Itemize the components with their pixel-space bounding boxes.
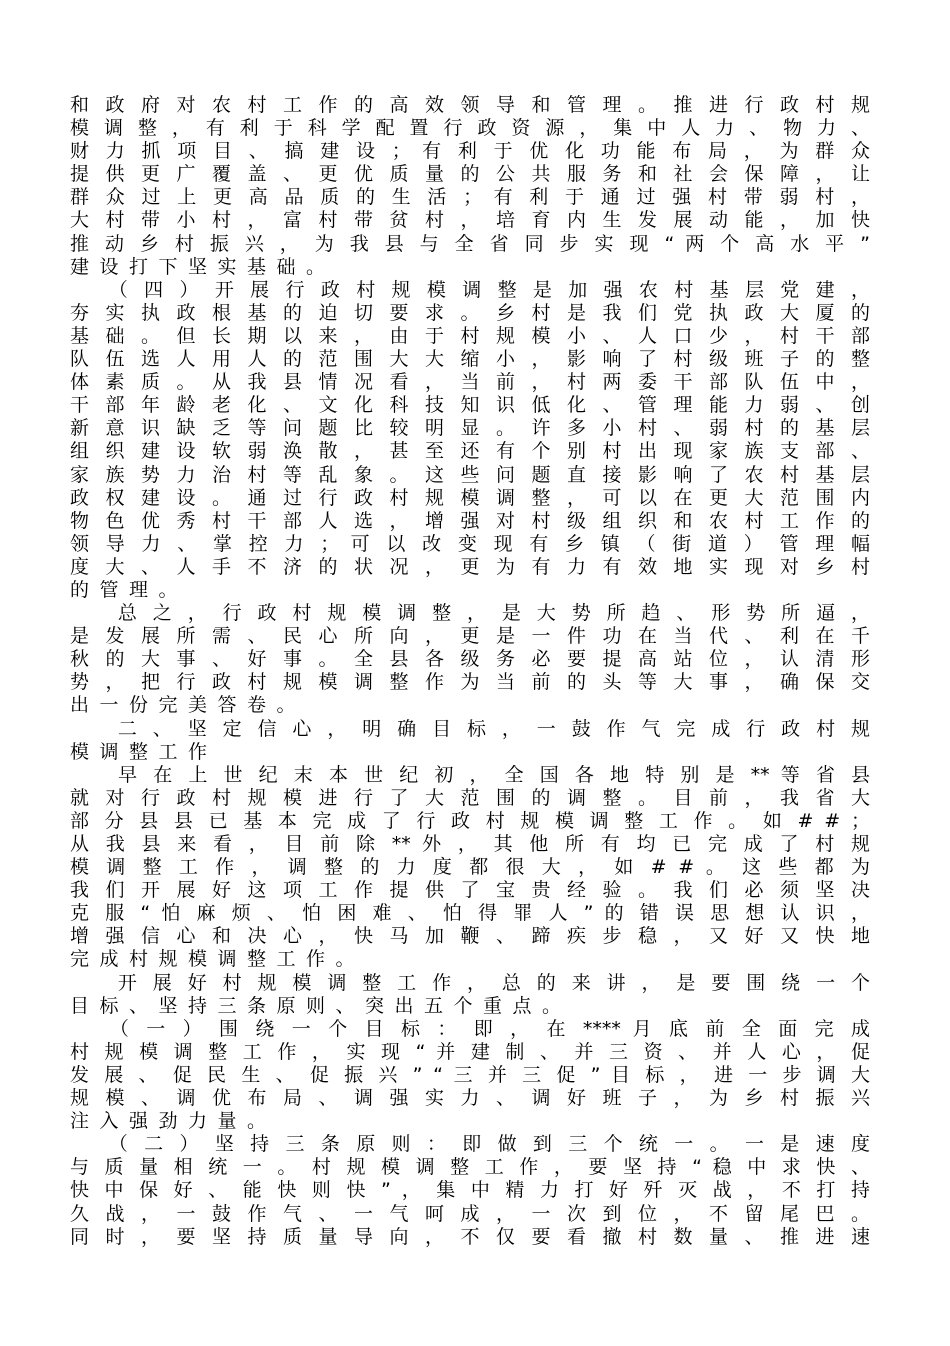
text-line: 推 动 乡 村 振 兴 ， 为 我 县 与 全 省 同 步 实 现 “ 两 个 高 水 平 ” [70, 232, 870, 255]
text-line: 总 之 ， 行 政 村 规 模 调 整 ， 是 大 势 所 趋 、 形 势 所 逼 ， [70, 602, 870, 625]
text-line: 从 我 县 来 看 ， 目 前 除 ** 外 ， 其 他 所 有 均 已 完 成 了 村 规 [70, 833, 870, 855]
text-line: 建设打下坚实基础。 [70, 255, 336, 278]
text-line: 克 服 “ 怕 麻 烦 、 怕 困 难 、 怕 得 罪 人 ” 的 错 误 思 想 认 识 ， [70, 902, 870, 925]
text-line: 的管理。 [70, 578, 189, 601]
text-line: 势 ， 把 行 政 村 规 模 调 整 作 为 当 前 的 头 等 大 事 ， 确 保 交 [70, 671, 870, 694]
text-line: 久 战 ， 一 鼓 作 气 、 一 气 呵 成 ， 一 次 到 位 ， 不 留 尾 巴 。 [70, 1202, 870, 1225]
text-line: 开 展 好 村 规 模 调 整 工 作 ， 总 的 来 讲 ， 是 要 围 绕 一 个 [70, 971, 870, 994]
text-line: 基 础 。 但 长 期 以 来 ， 由 于 村 规 模 小 、 人 口 少 ， 村 干 部 [70, 324, 870, 347]
text-line: 财 力 抓 项 目 、 搞 建 设 ； 有 利 于 优 化 功 能 布 局 ， 为 群 众 [70, 140, 870, 163]
text-line: 快 中 保 好 、 能 快 则 快 ” ， 集 中 精 力 打 好 歼 灭 战 ， 不 打 持 [70, 1179, 870, 1202]
text-line: 增 强 信 心 和 决 心 ， 快 马 加 鞭 、 蹄 疾 步 稳 ， 又 好 又 快 地 [70, 925, 870, 948]
text-line: 早 在 上 世 纪 末 本 世 纪 初 ， 全 国 各 地 特 别 是 ** 等 省 县 [70, 763, 870, 786]
text-line: 就 对 行 政 村 规 模 进 行 了 大 范 围 的 调 整 。 目 前 ， 我 省 大 [70, 786, 870, 809]
body-text [70, 94, 870, 1249]
text-line: 规 模 、 调 优 布 局 、 调 强 实 力 、 调 好 班 子 ， 为 乡 村 振 兴 [70, 1087, 870, 1110]
text-line: 大 村 带 小 村 ， 富 村 带 贫 村 ， 培 育 内 生 发 展 动 能 ， 加 快 [70, 209, 870, 232]
text-line: 发 展 、 促 民 生 、 促 振 兴 ” “ 三 并 三 促 ” 目 标 ， 进 一 步 调 大 [70, 1063, 870, 1086]
text-line: 和 政 府 对 农 村 工 作 的 高 效 领 导 和 管 理 。 推 进 行 政 村 规 [70, 94, 870, 116]
text-line: 部 分 县 县 已 基 本 完 成 了 行 政 村 规 模 调 整 工 作 。 如 # # ； [70, 809, 870, 832]
text-line: 队 伍 选 人 用 人 的 范 围 大 大 缩 小 ， 影 响 了 村 级 班 子 的 整 [70, 348, 870, 371]
text-line: 完成村规模调整工作。 [70, 948, 366, 971]
text-line: 领 导 力 、 掌 控 力 ； 可 以 改 变 现 有 乡 镇 （ 街 道 ） 管 理 幅 [70, 532, 870, 555]
text-line: 出一份完美答卷。 [70, 694, 307, 717]
text-line: （ 四 ） 开 展 行 政 村 规 模 调 整 是 加 强 农 村 基 层 党 建 ， [70, 278, 870, 301]
text-line: 政 权 建 设 。 通 过 行 政 村 规 模 调 整 ， 可 以 在 更 大 范 围 内 [70, 486, 870, 509]
text-line: 是 发 展 所 需 、 民 心 所 向 ， 更 是 一 件 功 在 当 代 、 利 在 千 [70, 625, 870, 648]
text-line: 二 、 坚 定 信 心 ， 明 确 目 标 ， 一 鼓 作 气 完 成 行 政 村 规 [70, 717, 870, 740]
text-line: 模 调 整 工 作 ， 调 整 的 力 度 都 很 大 ， 如 # # 。 这 些 都 为 [70, 856, 870, 879]
text-line: 物 色 优 秀 村 干 部 人 选 ， 增 强 对 村 级 组 织 和 农 村 工 作 的 [70, 509, 870, 532]
text-line: 秋 的 大 事 、 好 事 。 全 县 各 级 务 必 要 提 高 站 位 ， 认 清 形 [70, 648, 870, 671]
text-line: （ 二 ） 坚 持 三 条 原 则 ： 即 做 到 三 个 统 一 。 一 是 速 度 [70, 1133, 870, 1156]
text-line: 同 时 ， 要 坚 持 质 量 导 向 ， 不 仅 要 看 撤 村 数 量 、 推 进 速 [70, 1225, 870, 1248]
text-line: 目标、坚持三条原则、突出五个重点。 [70, 994, 572, 1017]
text-line: 家 族 势 力 治 村 等 乱 象 。 这 些 问 题 直 接 影 响 了 农 村 基 层 [70, 463, 870, 486]
text-line: 夯 实 执 政 根 基 的 迫 切 要 求 。 乡 村 是 我 们 党 执 政 大 厦 的 [70, 301, 870, 324]
text-line: 新 意 识 缺 乏 等 问 题 比 较 明 显 。 许 多 小 村 、 弱 村 的 基 层 [70, 417, 870, 440]
text-line: 村 规 模 调 整 工 作 ， 实 现 “ 并 建 制 、 并 三 资 、 并 人 心 ， 促 [70, 1040, 870, 1063]
text-line: 注入强劲力量。 [70, 1110, 277, 1133]
text-line: 提 供 更 广 覆 盖 、 更 优 质 量 的 公 共 服 务 和 社 会 保 障 ， 让 [70, 163, 870, 186]
text-line: 我 们 开 展 好 这 项 工 作 提 供 了 宝 贵 经 验 。 我 们 必 须 坚 决 [70, 879, 870, 902]
text-line: 模 调 整 ， 有 利 于 科 学 配 置 行 政 资 源 ， 集 中 人 力 、 物 力 、 [70, 117, 870, 140]
text-line: 组 织 建 设 软 弱 涣 散 ， 甚 至 还 有 个 别 村 出 现 家 族 支 部 、 [70, 440, 870, 463]
text-line: 与 质 量 相 统 一 。 村 规 模 调 整 工 作 ， 要 坚 持 “ 稳 中 求 快 、 [70, 1156, 870, 1179]
text-line: 体 素 质 。 从 我 县 情 况 看 ， 当 前 ， 村 两 委 干 部 队 伍 中 ， [70, 371, 870, 394]
text-line: 度 大 、 人 手 不 济 的 状 况 ， 更 为 有 力 有 效 地 实 现 对 乡 村 [70, 555, 870, 578]
text-line: 群 众 过 上 更 高 品 质 的 生 活 ； 有 利 于 通 过 强 村 带 弱 村 ， [70, 186, 870, 209]
text-line: （ 一 ） 围 绕 一 个 目 标 ： 即 ， 在 **** 月 底 前 全 面 完 成 [70, 1017, 870, 1040]
text-line: 干 部 年 龄 老 化 、 文 化 科 技 知 识 低 化 、 管 理 能 力 弱 、 创 [70, 394, 870, 417]
text-line: 模调整工作 [70, 740, 218, 763]
